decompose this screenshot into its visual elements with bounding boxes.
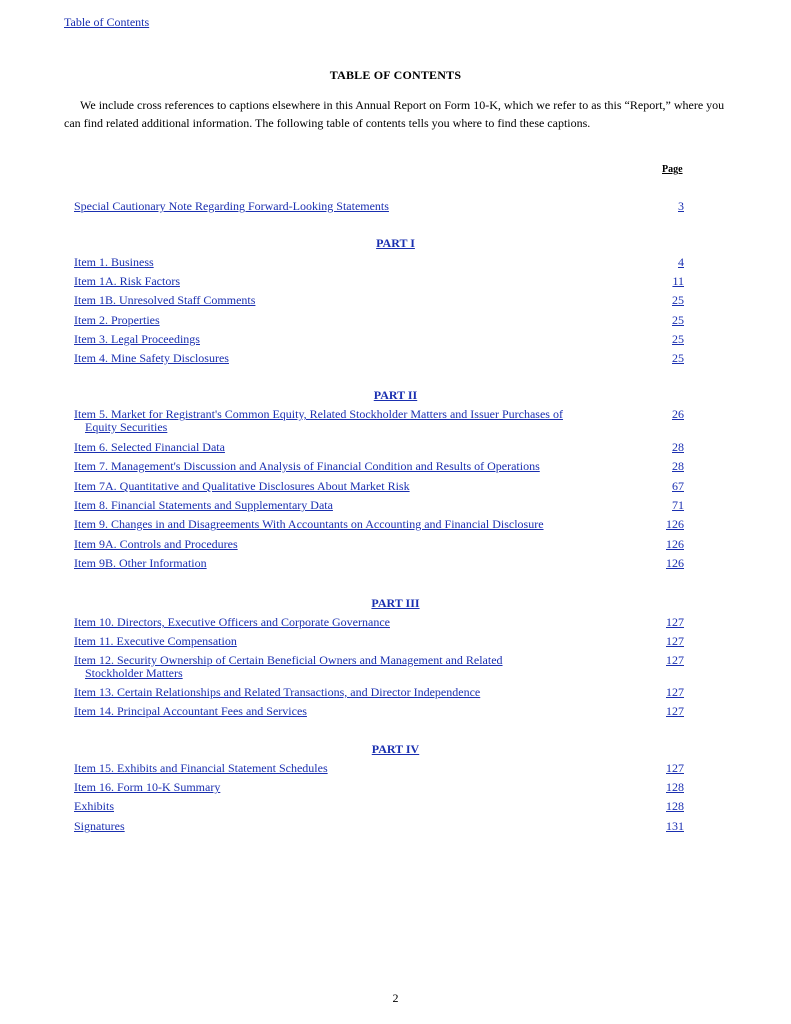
toc-item-link[interactable] xyxy=(74,408,614,434)
toc-item-page[interactable]: 126 xyxy=(666,517,684,531)
toc-item-link[interactable]: Item 14. Principal Accountant Fees and Services xyxy=(74,704,307,718)
part-heading[interactable]: PART I xyxy=(376,236,415,250)
toc-item-page[interactable]: 127 xyxy=(666,634,684,648)
toc-item-link[interactable]: Item 10. Directors, Executive Officers and Corporate Governance xyxy=(74,615,390,629)
toc-item-link[interactable]: Item 7A. Quantitative and Qualitative Disclosures About Market Risk xyxy=(74,479,410,493)
toc-item-link[interactable]: Item 9B. Other Information xyxy=(74,556,207,570)
toc-item-page[interactable]: 71 xyxy=(672,498,684,512)
intro-text: We include cross references to captions elsewhere in this Annual Report on Form 10-K, which we refer to as this “Report,” where you can find related additional information. The following table of contents tells you where to find these captions. xyxy=(64,98,725,130)
toc-item-label-cont: Stockholder Matters xyxy=(85,666,183,680)
toc-item-link[interactable] xyxy=(74,654,614,680)
toc-item-link[interactable]: Item 8. Financial Statements and Supplementary Data xyxy=(74,498,333,512)
toc-item-page[interactable]: 4 xyxy=(678,255,684,269)
page-title: TABLE OF CONTENTS xyxy=(329,68,462,82)
toc-item-link[interactable]: Item 9A. Controls and Procedures xyxy=(74,537,238,551)
intro-paragraph xyxy=(64,96,732,132)
toc-item-link[interactable]: Item 1A. Risk Factors xyxy=(74,274,180,288)
toc-item-page[interactable]: 11 xyxy=(672,274,684,288)
toc-item-page[interactable]: 127 xyxy=(666,704,684,718)
toc-item-link[interactable]: Signatures xyxy=(74,819,125,833)
toc-item-link[interactable]: Item 6. Selected Financial Data xyxy=(74,440,225,454)
toc-item-label: Item 12. Security Ownership of Certain Beneficial Owners and Management and Related xyxy=(74,653,503,667)
toc-item-page[interactable]: 126 xyxy=(666,537,684,551)
toc-item-page[interactable]: 25 xyxy=(672,351,684,365)
toc-item-page[interactable]: 26 xyxy=(672,407,684,421)
toc-item-label: Item 5. Market for Registrant's Common Equity, Related Stockholder Matters and Issuer Purchases of xyxy=(74,407,563,421)
toc-item-page[interactable]: 28 xyxy=(672,440,684,454)
toc-item-page[interactable]: 131 xyxy=(666,819,684,833)
toc-item-page[interactable]: 128 xyxy=(666,799,684,813)
toc-item-page[interactable]: 25 xyxy=(672,313,684,327)
toc-item-page[interactable]: 128 xyxy=(666,780,684,794)
toc-item-page[interactable]: 127 xyxy=(666,685,684,699)
toc-item-link[interactable]: Item 1. Business xyxy=(74,255,154,269)
toc-item-page[interactable]: 127 xyxy=(666,653,684,667)
part-heading[interactable]: PART IV xyxy=(371,742,420,756)
toc-item-link[interactable]: Item 4. Mine Safety Disclosures xyxy=(74,351,229,365)
toc-item-page[interactable]: 25 xyxy=(672,293,684,307)
toc-item-page[interactable]: 126 xyxy=(666,556,684,570)
toc-item-page[interactable]: 127 xyxy=(666,615,684,629)
toc-item-link[interactable]: Item 2. Properties xyxy=(74,313,160,327)
toc-item-link[interactable]: Item 7. Management's Discussion and Analysis of Financial Condition and Results of Operations xyxy=(74,459,540,473)
toc-item-page[interactable]: 25 xyxy=(672,332,684,346)
page-number: 2 xyxy=(392,991,399,1005)
toc-item-link[interactable]: Item 1B. Unresolved Staff Comments xyxy=(74,293,256,307)
toc-item-link[interactable]: Item 11. Executive Compensation xyxy=(74,634,237,648)
part-heading[interactable]: PART II xyxy=(373,388,418,402)
toc-item-link[interactable]: Item 13. Certain Relationships and Related Transactions, and Director Independence xyxy=(74,685,481,699)
toc-item-link[interactable]: Item 9. Changes in and Disagreements With Accountants on Accounting and Financial Disclosure xyxy=(74,517,544,531)
toc-item-link[interactable]: Item 3. Legal Proceedings xyxy=(74,332,200,346)
page-column-header: Page xyxy=(662,164,683,175)
part-heading[interactable]: PART III xyxy=(371,596,420,610)
toc-item-page[interactable]: 28 xyxy=(672,459,684,473)
toc-page-cautionary[interactable]: 3 xyxy=(678,199,684,213)
toc-item-link[interactable]: Item 16. Form 10-K Summary xyxy=(74,780,221,794)
toc-item-link[interactable]: Exhibits xyxy=(74,799,115,813)
toc-item-page[interactable]: 127 xyxy=(666,761,684,775)
toc-item-label-cont: Equity Securities xyxy=(85,420,168,434)
toc-link-cautionary[interactable]: Special Cautionary Note Regarding Forward-Looking Statements xyxy=(74,199,389,213)
toc-item-link[interactable]: Item 15. Exhibits and Financial Statement Schedules xyxy=(74,761,328,775)
toc-item-page[interactable]: 67 xyxy=(672,479,684,493)
table-of-contents-link[interactable]: Table of Contents xyxy=(64,15,150,29)
